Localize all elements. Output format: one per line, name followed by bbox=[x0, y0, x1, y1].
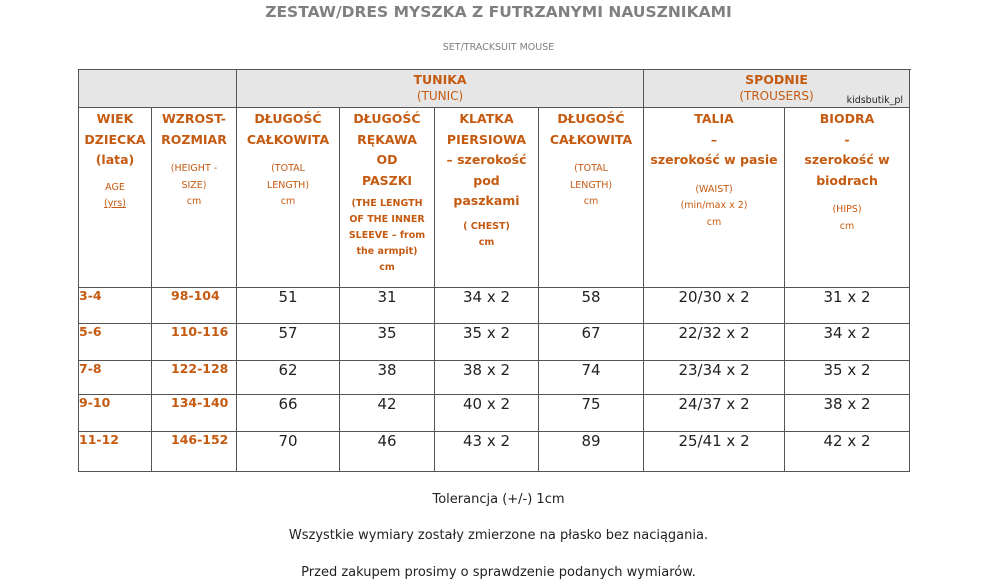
trousers-length-cell: 75 bbox=[539, 395, 644, 432]
table-row bbox=[79, 288, 910, 324]
check-note: Przed zakupem prosimy o sprawdzenie podanych wymiarów. bbox=[301, 565, 696, 580]
page-title: ZESTAW/DRES MYSZKA Z FUTRZANYMI NAUSZNIKAMI bbox=[265, 3, 732, 21]
trousers-length-cell: 67 bbox=[539, 324, 644, 361]
hips-cell: 38 x 2 bbox=[785, 395, 910, 432]
tunic-length-cell: 70 bbox=[237, 432, 340, 472]
table-row bbox=[79, 395, 910, 432]
page-subtitle: SET/TRACKSUIT MOUSE bbox=[442, 42, 555, 53]
waist-cell: 24/37 x 2 bbox=[644, 395, 785, 432]
height-cell: 122-128 bbox=[152, 361, 237, 395]
age-cell: 5-6 bbox=[79, 324, 152, 361]
measurement-note: Wszystkie wymiary zostały zmierzone na płasko bez naciągania. bbox=[288, 528, 709, 543]
waist-cell: 25/41 x 2 bbox=[644, 432, 785, 472]
table-row bbox=[79, 361, 910, 395]
waist-cell: 23/34 x 2 bbox=[644, 361, 785, 395]
waist-cell: 22/32 x 2 bbox=[644, 324, 785, 361]
sleeve-cell: 38 bbox=[340, 361, 435, 395]
sleeve-cell: 35 bbox=[340, 324, 435, 361]
sleeve-cell: 42 bbox=[340, 395, 435, 432]
table-row bbox=[79, 324, 910, 361]
brand-label: kidsbutik_pl bbox=[846, 95, 904, 106]
col-header-sleeve: DŁUGOŚĆ RĘKAWA OD PASZKI (THE LENGTH OF THE INNER SLEEVE – from the armpit) cm bbox=[340, 108, 435, 288]
tunic-group-en: (TUNIC) bbox=[416, 89, 464, 103]
sleeve-cell: 46 bbox=[340, 432, 435, 472]
hips-cell: 35 x 2 bbox=[785, 361, 910, 395]
chest-cell: 40 x 2 bbox=[435, 395, 539, 432]
chest-cell: 43 x 2 bbox=[435, 432, 539, 472]
tunic-length-cell: 57 bbox=[237, 324, 340, 361]
trousers-group-en: (TROUSERS) bbox=[739, 89, 814, 103]
column-header-row bbox=[79, 108, 910, 288]
chest-cell: 34 x 2 bbox=[435, 288, 539, 324]
col-header-age: WIEK DZIECKA (lata) AGE (yrs) bbox=[79, 108, 152, 288]
chest-cell: 35 x 2 bbox=[435, 324, 539, 361]
trousers-group-header bbox=[644, 70, 910, 108]
age-cell: 9-10 bbox=[79, 395, 152, 432]
tunic-group-name: TUNIKA bbox=[413, 72, 467, 87]
size-chart-table bbox=[78, 69, 910, 472]
tunic-length-cell: 66 bbox=[237, 395, 340, 432]
col-header-trousers-length: DŁUGOŚĆ CAŁKOWITA (TOTAL LENGTH) cm bbox=[539, 108, 644, 288]
col-header-hips: BIODRA - szerokość w biodrach (HIPS) cm bbox=[785, 108, 910, 288]
age-cell: 3-4 bbox=[79, 288, 152, 324]
group-header-row bbox=[79, 70, 910, 108]
col-header-chest: KLATKA PIERSIOWA – szerokość pod paszkami ( CHEST) cm bbox=[435, 108, 539, 288]
chest-cell: 38 x 2 bbox=[435, 361, 539, 395]
col-header-height: WZROST- ROZMIAR (HEIGHT - SIZE) cm bbox=[152, 108, 237, 288]
tunic-group-header bbox=[237, 70, 644, 108]
trousers-length-cell: 89 bbox=[539, 432, 644, 472]
tunic-length-cell: 51 bbox=[237, 288, 340, 324]
hips-cell: 42 x 2 bbox=[785, 432, 910, 472]
height-cell: 110-116 bbox=[152, 324, 237, 361]
age-cell: 11-12 bbox=[79, 432, 152, 472]
empty-header-cell bbox=[79, 70, 237, 108]
col-header-tunic-length: DŁUGOŚĆ CAŁKOWITA (TOTAL LENGTH) cm bbox=[237, 108, 340, 288]
height-cell: 98-104 bbox=[152, 288, 237, 324]
height-cell: 146-152 bbox=[152, 432, 237, 472]
hips-cell: 31 x 2 bbox=[785, 288, 910, 324]
trousers-group-name: SPODNIE bbox=[745, 72, 808, 87]
tolerance-note: Tolerancja (+/-) 1cm bbox=[432, 492, 565, 507]
table-row bbox=[79, 432, 910, 472]
trousers-length-cell: 74 bbox=[539, 361, 644, 395]
hips-cell: 34 x 2 bbox=[785, 324, 910, 361]
age-cell: 7-8 bbox=[79, 361, 152, 395]
col-header-waist: TALIA – szerokość w pasie (WAIST) (min/max x 2) cm bbox=[644, 108, 785, 288]
tunic-length-cell: 62 bbox=[237, 361, 340, 395]
waist-cell: 20/30 x 2 bbox=[644, 288, 785, 324]
trousers-length-cell: 58 bbox=[539, 288, 644, 324]
sleeve-cell: 31 bbox=[340, 288, 435, 324]
height-cell: 134-140 bbox=[152, 395, 237, 432]
